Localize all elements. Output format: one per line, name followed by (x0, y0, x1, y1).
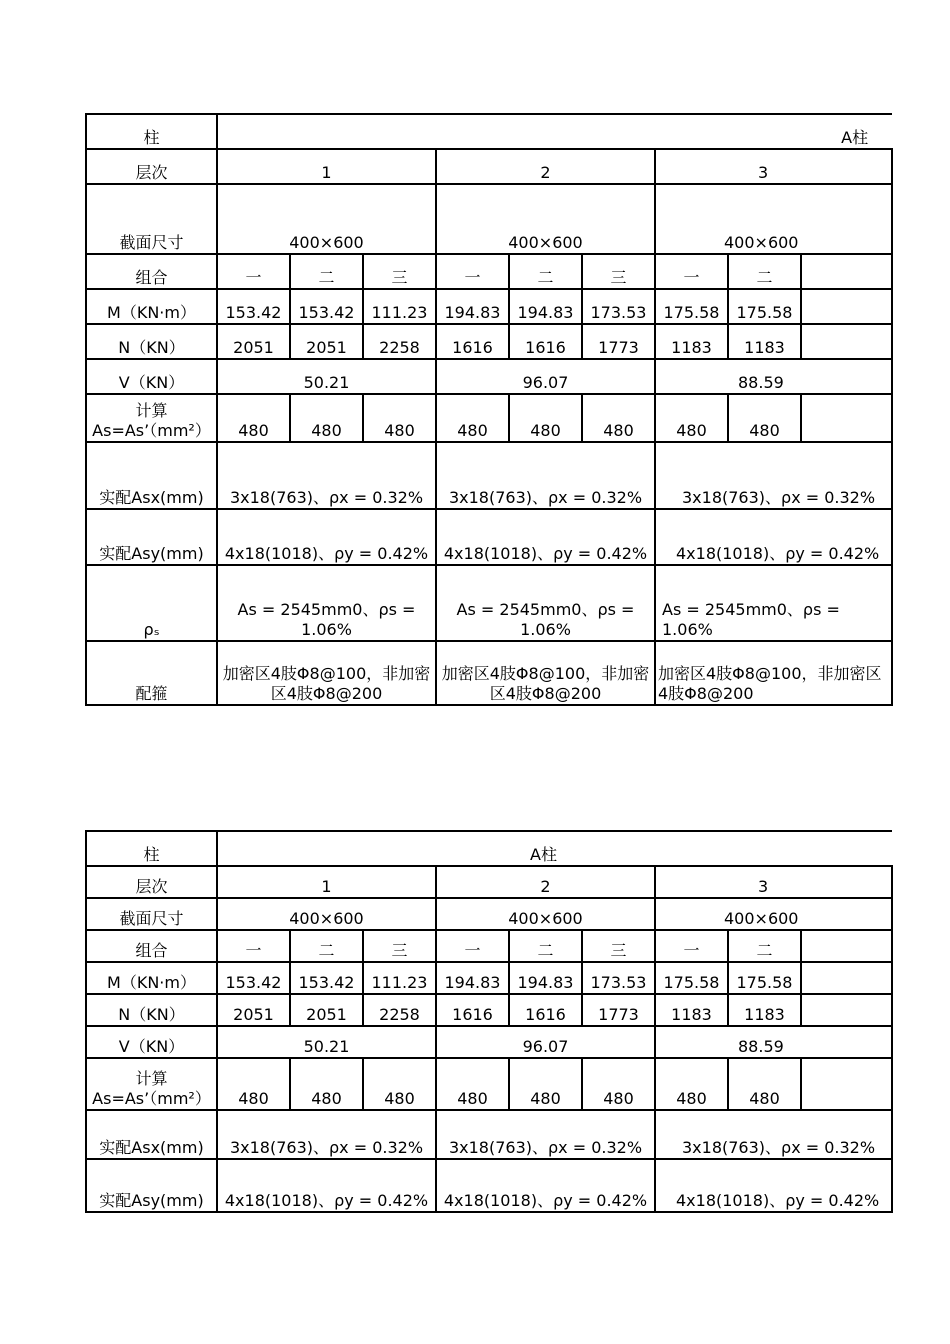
rho-cell: As = 2545mm0、ρs = 1.06% (436, 565, 655, 641)
axial-cell: 1773 (582, 324, 655, 359)
combo-cell: 三 (582, 254, 655, 289)
shear-cell: 88.59 (655, 1026, 892, 1058)
column-design-table-2 (85, 830, 893, 1213)
asx-label: 实配Asx(mm) (86, 442, 217, 509)
section-cell: 400×600 (217, 184, 436, 254)
asy-row (86, 1159, 892, 1212)
moment-cell: 175.58 (655, 962, 728, 994)
shear-cell: 96.07 (436, 1026, 655, 1058)
asy-label: 实配Asy(mm) (86, 1159, 217, 1212)
column-label: 柱 (86, 831, 217, 866)
asy-cell: 4ⅹ18(1018)、ρy = 0.42% (436, 509, 655, 565)
section-label: 截面尺寸 (86, 184, 217, 254)
combo-cell: 二 (509, 254, 582, 289)
axial-cell: 1616 (436, 324, 509, 359)
rho-label: ρₛ (86, 565, 217, 641)
axial-label: N（KN） (86, 994, 217, 1026)
as-cell: 480 (728, 1058, 801, 1110)
combo-label: 组合 (86, 254, 217, 289)
axial-cell: 2051 (290, 994, 363, 1026)
combo-cell: 一 (217, 930, 290, 962)
asy-cell: 4ⅹ18(1018)、ρy = 0.42% (217, 1159, 436, 1212)
shear-label: V（KN） (86, 1026, 217, 1058)
as-row (86, 1058, 892, 1110)
moment-cell (801, 289, 892, 324)
shear-cell: 88.59 (655, 359, 892, 394)
as-cell: 480 (582, 394, 655, 442)
shear-cell: 50.21 (217, 1026, 436, 1058)
axial-cell: 2051 (217, 994, 290, 1026)
axial-cell: 2051 (290, 324, 363, 359)
moment-cell: 153.42 (217, 962, 290, 994)
as-cell: 480 (509, 394, 582, 442)
combo-cell: 一 (655, 930, 728, 962)
column-title: A柱 (217, 831, 892, 866)
asx-cell: 3ⅹ18(763)、ρx = 0.32% (655, 1110, 892, 1159)
floor-cell: 2 (436, 866, 655, 898)
axial-label: N（KN） (86, 324, 217, 359)
column-design-table-1 (85, 113, 893, 706)
moment-cell: 194.83 (509, 289, 582, 324)
combo-cell (801, 254, 892, 289)
as-cell: 480 (655, 394, 728, 442)
rho-cell: As = 2545mm0、ρs = 1.06% (217, 565, 436, 641)
axial-cell: 1616 (509, 994, 582, 1026)
section-row (86, 898, 892, 930)
section-cell: 400×600 (655, 184, 892, 254)
axial-cell: 1183 (655, 324, 728, 359)
as-label: 计算As=As’（mm²） (86, 1058, 217, 1110)
combo-cell: 一 (436, 930, 509, 962)
asx-label: 实配Asx(mm) (86, 1110, 217, 1159)
asy-cell: 4ⅹ18(1018)、ρy = 0.42% (655, 509, 892, 565)
as-cell: 480 (436, 1058, 509, 1110)
combo-cell: 一 (655, 254, 728, 289)
asx-cell: 3ⅹ18(763)、ρx = 0.32% (655, 442, 892, 509)
as-label: 计算As=As’（mm²） (86, 394, 217, 442)
asx-row (86, 1110, 892, 1159)
as-cell: 480 (363, 1058, 436, 1110)
combo-cell: 一 (436, 254, 509, 289)
axial-cell: 2258 (363, 324, 436, 359)
moment-cell: 194.83 (436, 962, 509, 994)
section-cell: 400×600 (655, 898, 892, 930)
combo-row (86, 930, 892, 962)
combo-cell: 三 (363, 254, 436, 289)
axial-cell: 2258 (363, 994, 436, 1026)
shear-row (86, 359, 892, 394)
column-label: 柱 (86, 114, 217, 149)
rho-cell: As = 2545mm0、ρs = 1.06% (655, 565, 892, 641)
asy-cell: 4ⅹ18(1018)、ρy = 0.42% (655, 1159, 892, 1212)
stirrup-label: 配箍 (86, 641, 217, 705)
axial-cell (801, 324, 892, 359)
as-cell: 480 (509, 1058, 582, 1110)
moment-cell: 153.42 (290, 289, 363, 324)
moment-cell: 153.42 (217, 289, 290, 324)
asx-cell: 3ⅹ18(763)、ρx = 0.32% (217, 442, 436, 509)
shear-cell: 96.07 (436, 359, 655, 394)
floor-label: 层次 (86, 149, 217, 184)
floor-row (86, 866, 892, 898)
as-cell: 480 (728, 394, 801, 442)
as-cell: 480 (582, 1058, 655, 1110)
table-1-region (84, 112, 882, 706)
floor-cell: 1 (217, 149, 436, 184)
axial-cell: 2051 (217, 324, 290, 359)
moment-cell: 194.83 (436, 289, 509, 324)
moment-cell (801, 962, 892, 994)
asy-label: 实配Asy(mm) (86, 509, 217, 565)
as-row (86, 394, 892, 442)
asx-cell: 3ⅹ18(763)、ρx = 0.32% (217, 1110, 436, 1159)
as-cell (801, 1058, 892, 1110)
header-row (86, 831, 892, 866)
asy-cell: 4ⅹ18(1018)、ρy = 0.42% (436, 1159, 655, 1212)
axial-cell: 1616 (509, 324, 582, 359)
axial-cell: 1183 (728, 324, 801, 359)
moment-cell: 175.58 (655, 289, 728, 324)
table-2-region (84, 829, 880, 1215)
combo-label: 组合 (86, 930, 217, 962)
rho-row (86, 565, 892, 641)
floor-cell: 3 (655, 866, 892, 898)
as-cell: 480 (290, 394, 363, 442)
section-cell: 400×600 (436, 898, 655, 930)
as-cell (801, 394, 892, 442)
stirrup-cell: 加密区4肢Φ8@100，非加密区4肢Φ8@200 (655, 641, 892, 705)
axial-cell: 1183 (728, 994, 801, 1026)
floor-cell: 2 (436, 149, 655, 184)
as-cell: 480 (363, 394, 436, 442)
stirrup-cell: 加密区4肢Φ8@100，非加密区4肢Φ8@200 (217, 641, 436, 705)
floor-label: 层次 (86, 866, 217, 898)
floor-cell: 1 (217, 866, 436, 898)
moment-label: M（KN·m） (86, 962, 217, 994)
section-label: 截面尺寸 (86, 898, 217, 930)
stirrup-cell: 加密区4肢Φ8@100，非加密区4肢Φ8@200 (436, 641, 655, 705)
moment-row (86, 289, 892, 324)
moment-cell: 194.83 (509, 962, 582, 994)
shear-cell: 50.21 (217, 359, 436, 394)
asx-cell: 3ⅹ18(763)、ρx = 0.32% (436, 1110, 655, 1159)
axial-cell (801, 994, 892, 1026)
axial-row (86, 324, 892, 359)
axial-cell: 1616 (436, 994, 509, 1026)
header-row (86, 114, 892, 149)
as-cell: 480 (217, 1058, 290, 1110)
stirrup-row (86, 641, 892, 705)
combo-row (86, 254, 892, 289)
section-row (86, 184, 892, 254)
shear-label: V（KN） (86, 359, 217, 394)
moment-cell: 173.53 (582, 962, 655, 994)
floor-cell: 3 (655, 149, 892, 184)
as-cell: 480 (436, 394, 509, 442)
asy-row (86, 509, 892, 565)
shear-row (86, 1026, 892, 1058)
combo-cell: 二 (290, 930, 363, 962)
section-cell: 400×600 (217, 898, 436, 930)
moment-cell: 111.23 (363, 962, 436, 994)
asy-cell: 4ⅹ18(1018)、ρy = 0.42% (217, 509, 436, 565)
as-cell: 480 (290, 1058, 363, 1110)
combo-cell: 二 (509, 930, 582, 962)
combo-cell: 三 (582, 930, 655, 962)
moment-row (86, 962, 892, 994)
moment-cell: 175.58 (728, 962, 801, 994)
combo-cell: 二 (290, 254, 363, 289)
axial-cell: 1773 (582, 994, 655, 1026)
combo-cell: 三 (363, 930, 436, 962)
asx-row (86, 442, 892, 509)
column-title: A柱 (217, 114, 892, 149)
moment-cell: 173.53 (582, 289, 655, 324)
combo-cell: 一 (217, 254, 290, 289)
as-cell: 480 (655, 1058, 728, 1110)
floor-row (86, 149, 892, 184)
moment-cell: 111.23 (363, 289, 436, 324)
combo-cell: 二 (728, 930, 801, 962)
asx-cell: 3ⅹ18(763)、ρx = 0.32% (436, 442, 655, 509)
combo-cell (801, 930, 892, 962)
moment-cell: 175.58 (728, 289, 801, 324)
moment-cell: 153.42 (290, 962, 363, 994)
combo-cell: 二 (728, 254, 801, 289)
section-cell: 400×600 (436, 184, 655, 254)
as-cell: 480 (217, 394, 290, 442)
axial-row (86, 994, 892, 1026)
moment-label: M（KN·m） (86, 289, 217, 324)
axial-cell: 1183 (655, 994, 728, 1026)
